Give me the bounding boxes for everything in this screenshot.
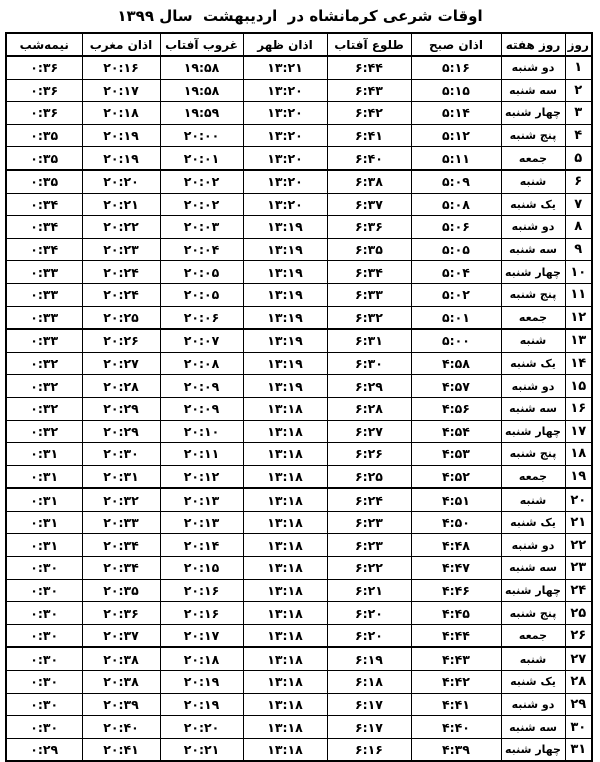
cell-azan-sobh: ۵:۱۱ <box>411 147 501 170</box>
cell-weekday: پنج شنبه <box>501 602 565 625</box>
table-row <box>6 375 592 398</box>
cell-nimeh-shab: ۰:۳۴ <box>6 216 82 239</box>
cell-nimeh-shab: ۰:۳۳ <box>6 283 82 306</box>
cell-day: ۱۹ <box>565 465 592 488</box>
cell-tolu-aftab: ۶:۲۱ <box>327 579 411 602</box>
cell-azan-sobh: ۴:۴۳ <box>411 647 501 670</box>
cell-azan-zohr: ۱۳:۱۸ <box>243 647 327 670</box>
cell-azan-sobh: ۴:۵۰ <box>411 511 501 534</box>
cell-nimeh-shab: ۰:۳۵ <box>6 170 82 193</box>
table-row <box>6 738 592 761</box>
cell-tolu-aftab: ۶:۴۳ <box>327 79 411 102</box>
cell-nimeh-shab: ۰:۳۳ <box>6 329 82 352</box>
cell-azan-sobh: ۵:۱۵ <box>411 79 501 102</box>
cell-tolu-aftab: ۶:۳۳ <box>327 283 411 306</box>
cell-azan-sobh: ۵:۰۹ <box>411 170 501 193</box>
cell-weekday: سه شنبه <box>501 716 565 739</box>
cell-azan-zohr: ۱۳:۲۰ <box>243 170 327 193</box>
cell-weekday: سه شنبه <box>501 238 565 261</box>
cell-ghorub-aftab: ۲۰:۱۳ <box>160 488 243 511</box>
cell-day: ۲۳ <box>565 557 592 580</box>
table-row <box>6 671 592 694</box>
table-row <box>6 579 592 602</box>
cell-weekday: یک شنبه <box>501 671 565 694</box>
cell-azan-maghreb: ۲۰:۱۸ <box>82 102 160 125</box>
cell-azan-sobh: ۵:۱۴ <box>411 102 501 125</box>
cell-day: ۲۱ <box>565 511 592 534</box>
cell-azan-zohr: ۱۳:۱۸ <box>243 534 327 557</box>
cell-nimeh-shab: ۰:۳۶ <box>6 102 82 125</box>
cell-ghorub-aftab: ۲۰:۱۹ <box>160 693 243 716</box>
cell-nimeh-shab: ۰:۳۵ <box>6 124 82 147</box>
cell-azan-maghreb: ۲۰:۲۱ <box>82 193 160 216</box>
page-title: اوقات شرعی کرمانشاه در اردیبهشت سال ۱۳۹۹ <box>117 7 483 25</box>
cell-ghorub-aftab: ۲۰:۱۵ <box>160 557 243 580</box>
cell-tolu-aftab: ۶:۳۴ <box>327 261 411 284</box>
cell-day: ۱۰ <box>565 261 592 284</box>
table-row <box>6 624 592 647</box>
table-row <box>6 147 592 170</box>
cell-day: ۲۴ <box>565 579 592 602</box>
table-row <box>6 102 592 125</box>
cell-tolu-aftab: ۶:۲۰ <box>327 602 411 625</box>
cell-day: ۲ <box>565 79 592 102</box>
cell-ghorub-aftab: ۲۰:۰۸ <box>160 352 243 375</box>
column-header-nimeh-shab: نیمه‌شب <box>6 33 82 56</box>
cell-azan-maghreb: ۲۰:۳۰ <box>82 443 160 466</box>
cell-azan-maghreb: ۲۰:۲۶ <box>82 329 160 352</box>
cell-weekday: جمعه <box>501 147 565 170</box>
cell-azan-zohr: ۱۳:۱۸ <box>243 420 327 443</box>
cell-tolu-aftab: ۶:۱۶ <box>327 738 411 761</box>
cell-ghorub-aftab: ۲۰:۰۱ <box>160 147 243 170</box>
table-row <box>6 534 592 557</box>
cell-tolu-aftab: ۶:۲۹ <box>327 375 411 398</box>
cell-nimeh-shab: ۰:۳۳ <box>6 261 82 284</box>
cell-azan-sobh: ۴:۵۶ <box>411 397 501 420</box>
cell-nimeh-shab: ۰:۳۲ <box>6 375 82 398</box>
cell-azan-sobh: ۴:۵۲ <box>411 465 501 488</box>
cell-azan-maghreb: ۲۰:۳۶ <box>82 602 160 625</box>
cell-azan-sobh: ۴:۴۱ <box>411 693 501 716</box>
column-header-weekday: روز هفته <box>501 33 565 56</box>
cell-azan-maghreb: ۲۰:۳۷ <box>82 624 160 647</box>
cell-azan-maghreb: ۲۰:۲۴ <box>82 283 160 306</box>
cell-weekday: یک شنبه <box>501 193 565 216</box>
cell-nimeh-shab: ۰:۳۰ <box>6 716 82 739</box>
cell-azan-maghreb: ۲۰:۲۹ <box>82 397 160 420</box>
cell-azan-zohr: ۱۳:۲۰ <box>243 79 327 102</box>
cell-azan-zohr: ۱۳:۱۹ <box>243 216 327 239</box>
cell-ghorub-aftab: ۲۰:۱۰ <box>160 420 243 443</box>
cell-nimeh-shab: ۰:۳۶ <box>6 79 82 102</box>
cell-azan-maghreb: ۲۰:۴۱ <box>82 738 160 761</box>
table-row <box>6 693 592 716</box>
cell-ghorub-aftab: ۲۰:۰۹ <box>160 397 243 420</box>
cell-azan-maghreb: ۲۰:۴۰ <box>82 716 160 739</box>
cell-azan-maghreb: ۲۰:۳۵ <box>82 579 160 602</box>
table-row <box>6 170 592 193</box>
table-row <box>6 79 592 102</box>
cell-azan-sobh: ۵:۰۶ <box>411 216 501 239</box>
cell-azan-maghreb: ۲۰:۳۱ <box>82 465 160 488</box>
cell-azan-sobh: ۴:۴۷ <box>411 557 501 580</box>
prayer-times-table <box>5 32 593 762</box>
cell-azan-sobh: ۵:۱۲ <box>411 124 501 147</box>
cell-ghorub-aftab: ۱۹:۵۸ <box>160 79 243 102</box>
cell-day: ۴ <box>565 124 592 147</box>
cell-nimeh-shab: ۰:۳۱ <box>6 534 82 557</box>
cell-azan-sobh: ۴:۴۰ <box>411 716 501 739</box>
cell-weekday: دو شنبه <box>501 534 565 557</box>
cell-azan-zohr: ۱۳:۱۹ <box>243 306 327 329</box>
cell-azan-sobh: ۵:۱۶ <box>411 56 501 79</box>
cell-azan-sobh: ۴:۵۸ <box>411 352 501 375</box>
cell-day: ۱۵ <box>565 375 592 398</box>
cell-tolu-aftab: ۶:۳۵ <box>327 238 411 261</box>
cell-nimeh-shab: ۰:۳۰ <box>6 579 82 602</box>
table-row <box>6 261 592 284</box>
cell-weekday: سه شنبه <box>501 79 565 102</box>
cell-azan-zohr: ۱۳:۱۸ <box>243 579 327 602</box>
table-row <box>6 329 592 352</box>
cell-tolu-aftab: ۶:۲۶ <box>327 443 411 466</box>
cell-tolu-aftab: ۶:۳۱ <box>327 329 411 352</box>
cell-azan-sobh: ۴:۴۲ <box>411 671 501 694</box>
cell-azan-zohr: ۱۳:۱۹ <box>243 238 327 261</box>
cell-azan-zohr: ۱۳:۱۹ <box>243 352 327 375</box>
cell-azan-maghreb: ۲۰:۳۹ <box>82 693 160 716</box>
cell-weekday: دو شنبه <box>501 56 565 79</box>
cell-weekday: شنبه <box>501 488 565 511</box>
cell-nimeh-shab: ۰:۳۱ <box>6 443 82 466</box>
cell-ghorub-aftab: ۲۰:۰۲ <box>160 193 243 216</box>
cell-day: ۳ <box>565 102 592 125</box>
cell-weekday: پنج شنبه <box>501 124 565 147</box>
cell-azan-zohr: ۱۳:۲۰ <box>243 193 327 216</box>
cell-ghorub-aftab: ۲۰:۰۷ <box>160 329 243 352</box>
table-row <box>6 238 592 261</box>
column-header-azan-sobh: اذان صبح <box>411 33 501 56</box>
cell-tolu-aftab: ۶:۲۴ <box>327 488 411 511</box>
cell-nimeh-shab: ۰:۳۵ <box>6 147 82 170</box>
cell-tolu-aftab: ۶:۴۲ <box>327 102 411 125</box>
cell-azan-maghreb: ۲۰:۱۷ <box>82 79 160 102</box>
cell-ghorub-aftab: ۲۰:۰۳ <box>160 216 243 239</box>
cell-azan-zohr: ۱۳:۱۸ <box>243 557 327 580</box>
column-header-azan-zohr: اذان ظهر <box>243 33 327 56</box>
cell-weekday: جمعه <box>501 465 565 488</box>
cell-day: ۵ <box>565 147 592 170</box>
cell-day: ۲۹ <box>565 693 592 716</box>
cell-day: ۸ <box>565 216 592 239</box>
cell-weekday: دو شنبه <box>501 693 565 716</box>
column-header-day: روز <box>565 33 592 56</box>
cell-tolu-aftab: ۶:۳۸ <box>327 170 411 193</box>
cell-tolu-aftab: ۶:۳۲ <box>327 306 411 329</box>
cell-azan-zohr: ۱۳:۱۸ <box>243 602 327 625</box>
table-row <box>6 306 592 329</box>
cell-weekday: چهار شنبه <box>501 738 565 761</box>
cell-azan-maghreb: ۲۰:۳۳ <box>82 511 160 534</box>
table-row <box>6 488 592 511</box>
cell-day: ۲۶ <box>565 624 592 647</box>
cell-ghorub-aftab: ۱۹:۵۹ <box>160 102 243 125</box>
cell-azan-zohr: ۱۳:۲۰ <box>243 124 327 147</box>
cell-day: ۱۶ <box>565 397 592 420</box>
cell-day: ۱۱ <box>565 283 592 306</box>
cell-nimeh-shab: ۰:۳۲ <box>6 352 82 375</box>
cell-azan-zohr: ۱۳:۲۱ <box>243 56 327 79</box>
cell-tolu-aftab: ۶:۱۷ <box>327 693 411 716</box>
column-header-azan-maghreb: اذان مغرب <box>82 33 160 56</box>
cell-ghorub-aftab: ۲۰:۰۹ <box>160 375 243 398</box>
cell-nimeh-shab: ۰:۳۲ <box>6 397 82 420</box>
table-row <box>6 647 592 670</box>
cell-azan-zohr: ۱۳:۱۸ <box>243 465 327 488</box>
cell-ghorub-aftab: ۱۹:۵۸ <box>160 56 243 79</box>
cell-azan-sobh: ۴:۵۱ <box>411 488 501 511</box>
cell-weekday: یک شنبه <box>501 511 565 534</box>
cell-day: ۲۵ <box>565 602 592 625</box>
cell-nimeh-shab: ۰:۳۱ <box>6 488 82 511</box>
cell-nimeh-shab: ۰:۳۴ <box>6 238 82 261</box>
cell-nimeh-shab: ۰:۳۲ <box>6 420 82 443</box>
cell-nimeh-shab: ۰:۳۰ <box>6 693 82 716</box>
cell-azan-zohr: ۱۳:۱۸ <box>243 671 327 694</box>
cell-ghorub-aftab: ۲۰:۱۲ <box>160 465 243 488</box>
cell-azan-zohr: ۱۳:۱۸ <box>243 488 327 511</box>
cell-tolu-aftab: ۶:۳۶ <box>327 216 411 239</box>
cell-azan-maghreb: ۲۰:۲۸ <box>82 375 160 398</box>
cell-nimeh-shab: ۰:۳۳ <box>6 306 82 329</box>
cell-weekday: شنبه <box>501 329 565 352</box>
cell-nimeh-shab: ۰:۳۱ <box>6 511 82 534</box>
cell-azan-maghreb: ۲۰:۳۴ <box>82 534 160 557</box>
table-row <box>6 193 592 216</box>
cell-day: ۱۸ <box>565 443 592 466</box>
cell-day: ۷ <box>565 193 592 216</box>
cell-nimeh-shab: ۰:۳۶ <box>6 56 82 79</box>
table-row <box>6 420 592 443</box>
cell-azan-maghreb: ۲۰:۲۳ <box>82 238 160 261</box>
cell-weekday: سه شنبه <box>501 557 565 580</box>
cell-azan-sobh: ۴:۴۶ <box>411 579 501 602</box>
cell-day: ۶ <box>565 170 592 193</box>
cell-day: ۱۷ <box>565 420 592 443</box>
cell-azan-zohr: ۱۳:۱۸ <box>243 693 327 716</box>
table-row <box>6 352 592 375</box>
cell-azan-zohr: ۱۳:۱۸ <box>243 397 327 420</box>
cell-azan-sobh: ۵:۰۴ <box>411 261 501 284</box>
cell-tolu-aftab: ۶:۴۰ <box>327 147 411 170</box>
cell-nimeh-shab: ۰:۳۰ <box>6 557 82 580</box>
cell-nimeh-shab: ۰:۲۹ <box>6 738 82 761</box>
cell-azan-sobh: ۴:۴۵ <box>411 602 501 625</box>
cell-tolu-aftab: ۶:۳۰ <box>327 352 411 375</box>
cell-nimeh-shab: ۰:۳۰ <box>6 671 82 694</box>
cell-azan-maghreb: ۲۰:۳۸ <box>82 671 160 694</box>
cell-ghorub-aftab: ۲۰:۰۰ <box>160 124 243 147</box>
cell-ghorub-aftab: ۲۰:۰۲ <box>160 170 243 193</box>
cell-day: ۲۰ <box>565 488 592 511</box>
cell-ghorub-aftab: ۲۰:۰۵ <box>160 261 243 284</box>
cell-azan-sobh: ۵:۰۸ <box>411 193 501 216</box>
cell-ghorub-aftab: ۲۰:۰۶ <box>160 306 243 329</box>
table-row <box>6 557 592 580</box>
table-row <box>6 397 592 420</box>
cell-tolu-aftab: ۶:۲۸ <box>327 397 411 420</box>
cell-azan-zohr: ۱۳:۱۸ <box>243 624 327 647</box>
cell-azan-maghreb: ۲۰:۲۹ <box>82 420 160 443</box>
cell-tolu-aftab: ۶:۱۸ <box>327 671 411 694</box>
cell-day: ۱۴ <box>565 352 592 375</box>
cell-tolu-aftab: ۶:۲۳ <box>327 511 411 534</box>
table-body <box>6 56 592 761</box>
cell-ghorub-aftab: ۲۰:۲۰ <box>160 716 243 739</box>
cell-azan-maghreb: ۲۰:۲۷ <box>82 352 160 375</box>
cell-day: ۱ <box>565 56 592 79</box>
cell-azan-zohr: ۱۳:۱۹ <box>243 375 327 398</box>
cell-azan-maghreb: ۲۰:۲۲ <box>82 216 160 239</box>
cell-azan-maghreb: ۲۰:۱۶ <box>82 56 160 79</box>
cell-day: ۳۰ <box>565 716 592 739</box>
cell-azan-sobh: ۵:۰۲ <box>411 283 501 306</box>
cell-weekday: دو شنبه <box>501 216 565 239</box>
cell-weekday: پنج شنبه <box>501 283 565 306</box>
cell-azan-sobh: ۴:۴۸ <box>411 534 501 557</box>
cell-day: ۲۲ <box>565 534 592 557</box>
cell-azan-zohr: ۱۳:۱۸ <box>243 443 327 466</box>
cell-azan-zohr: ۱۳:۲۰ <box>243 147 327 170</box>
cell-nimeh-shab: ۰:۳۴ <box>6 193 82 216</box>
cell-tolu-aftab: ۶:۱۷ <box>327 716 411 739</box>
cell-tolu-aftab: ۶:۳۷ <box>327 193 411 216</box>
cell-weekday: یک شنبه <box>501 352 565 375</box>
cell-weekday: چهار شنبه <box>501 420 565 443</box>
cell-azan-maghreb: ۲۰:۱۹ <box>82 147 160 170</box>
cell-azan-sobh: ۴:۵۴ <box>411 420 501 443</box>
header-row <box>6 33 592 56</box>
cell-azan-sobh: ۵:۰۰ <box>411 329 501 352</box>
cell-azan-maghreb: ۲۰:۳۸ <box>82 647 160 670</box>
cell-nimeh-shab: ۰:۳۰ <box>6 647 82 670</box>
cell-azan-zohr: ۱۳:۱۹ <box>243 261 327 284</box>
cell-weekday: چهار شنبه <box>501 579 565 602</box>
cell-azan-zohr: ۱۳:۲۰ <box>243 102 327 125</box>
cell-azan-zohr: ۱۳:۱۸ <box>243 738 327 761</box>
cell-nimeh-shab: ۰:۳۰ <box>6 624 82 647</box>
cell-azan-zohr: ۱۳:۱۸ <box>243 716 327 739</box>
cell-tolu-aftab: ۶:۱۹ <box>327 647 411 670</box>
cell-azan-zohr: ۱۳:۱۸ <box>243 511 327 534</box>
cell-tolu-aftab: ۶:۲۳ <box>327 534 411 557</box>
cell-azan-sobh: ۴:۵۷ <box>411 375 501 398</box>
cell-tolu-aftab: ۶:۲۷ <box>327 420 411 443</box>
cell-tolu-aftab: ۶:۴۱ <box>327 124 411 147</box>
cell-ghorub-aftab: ۲۰:۱۷ <box>160 624 243 647</box>
cell-weekday: شنبه <box>501 647 565 670</box>
cell-ghorub-aftab: ۲۰:۲۱ <box>160 738 243 761</box>
cell-azan-maghreb: ۲۰:۳۲ <box>82 488 160 511</box>
cell-tolu-aftab: ۶:۲۰ <box>327 624 411 647</box>
cell-ghorub-aftab: ۲۰:۰۴ <box>160 238 243 261</box>
cell-azan-maghreb: ۲۰:۲۰ <box>82 170 160 193</box>
cell-day: ۱۲ <box>565 306 592 329</box>
column-header-ghorub-aftab: غروب آفتاب <box>160 33 243 56</box>
cell-weekday: سه شنبه <box>501 397 565 420</box>
cell-azan-maghreb: ۲۰:۲۵ <box>82 306 160 329</box>
cell-weekday: چهار شنبه <box>501 261 565 284</box>
cell-ghorub-aftab: ۲۰:۱۹ <box>160 671 243 694</box>
cell-tolu-aftab: ۶:۴۴ <box>327 56 411 79</box>
cell-day: ۱۳ <box>565 329 592 352</box>
table-row <box>6 56 592 79</box>
cell-day: ۳۱ <box>565 738 592 761</box>
cell-azan-zohr: ۱۳:۱۹ <box>243 329 327 352</box>
cell-tolu-aftab: ۶:۲۲ <box>327 557 411 580</box>
cell-azan-sobh: ۵:۰۵ <box>411 238 501 261</box>
cell-day: ۲۷ <box>565 647 592 670</box>
cell-weekday: چهار شنبه <box>501 102 565 125</box>
cell-azan-maghreb: ۲۰:۲۴ <box>82 261 160 284</box>
cell-day: ۹ <box>565 238 592 261</box>
cell-ghorub-aftab: ۲۰:۱۸ <box>160 647 243 670</box>
cell-azan-maghreb: ۲۰:۱۹ <box>82 124 160 147</box>
cell-azan-sobh: ۴:۳۹ <box>411 738 501 761</box>
cell-weekday: دو شنبه <box>501 375 565 398</box>
cell-ghorub-aftab: ۲۰:۰۵ <box>160 283 243 306</box>
cell-azan-sobh: ۴:۴۴ <box>411 624 501 647</box>
table-row <box>6 602 592 625</box>
cell-weekday: پنج شنبه <box>501 443 565 466</box>
cell-ghorub-aftab: ۲۰:۱۳ <box>160 511 243 534</box>
cell-azan-sobh: ۴:۵۳ <box>411 443 501 466</box>
cell-weekday: جمعه <box>501 306 565 329</box>
cell-ghorub-aftab: ۲۰:۱۱ <box>160 443 243 466</box>
cell-day: ۲۸ <box>565 671 592 694</box>
table-row <box>6 216 592 239</box>
table-row <box>6 716 592 739</box>
cell-ghorub-aftab: ۲۰:۱۴ <box>160 534 243 557</box>
cell-azan-maghreb: ۲۰:۳۴ <box>82 557 160 580</box>
table-row <box>6 511 592 534</box>
column-header-tolu-aftab: طلوع آفتاب <box>327 33 411 56</box>
table-row <box>6 124 592 147</box>
cell-ghorub-aftab: ۲۰:۱۶ <box>160 579 243 602</box>
table-row <box>6 443 592 466</box>
table-row <box>6 283 592 306</box>
cell-azan-sobh: ۵:۰۱ <box>411 306 501 329</box>
cell-tolu-aftab: ۶:۲۵ <box>327 465 411 488</box>
cell-weekday: شنبه <box>501 170 565 193</box>
table-row <box>6 465 592 488</box>
cell-nimeh-shab: ۰:۳۰ <box>6 602 82 625</box>
cell-ghorub-aftab: ۲۰:۱۶ <box>160 602 243 625</box>
cell-azan-zohr: ۱۳:۱۹ <box>243 283 327 306</box>
cell-nimeh-shab: ۰:۳۱ <box>6 465 82 488</box>
cell-weekday: جمعه <box>501 624 565 647</box>
